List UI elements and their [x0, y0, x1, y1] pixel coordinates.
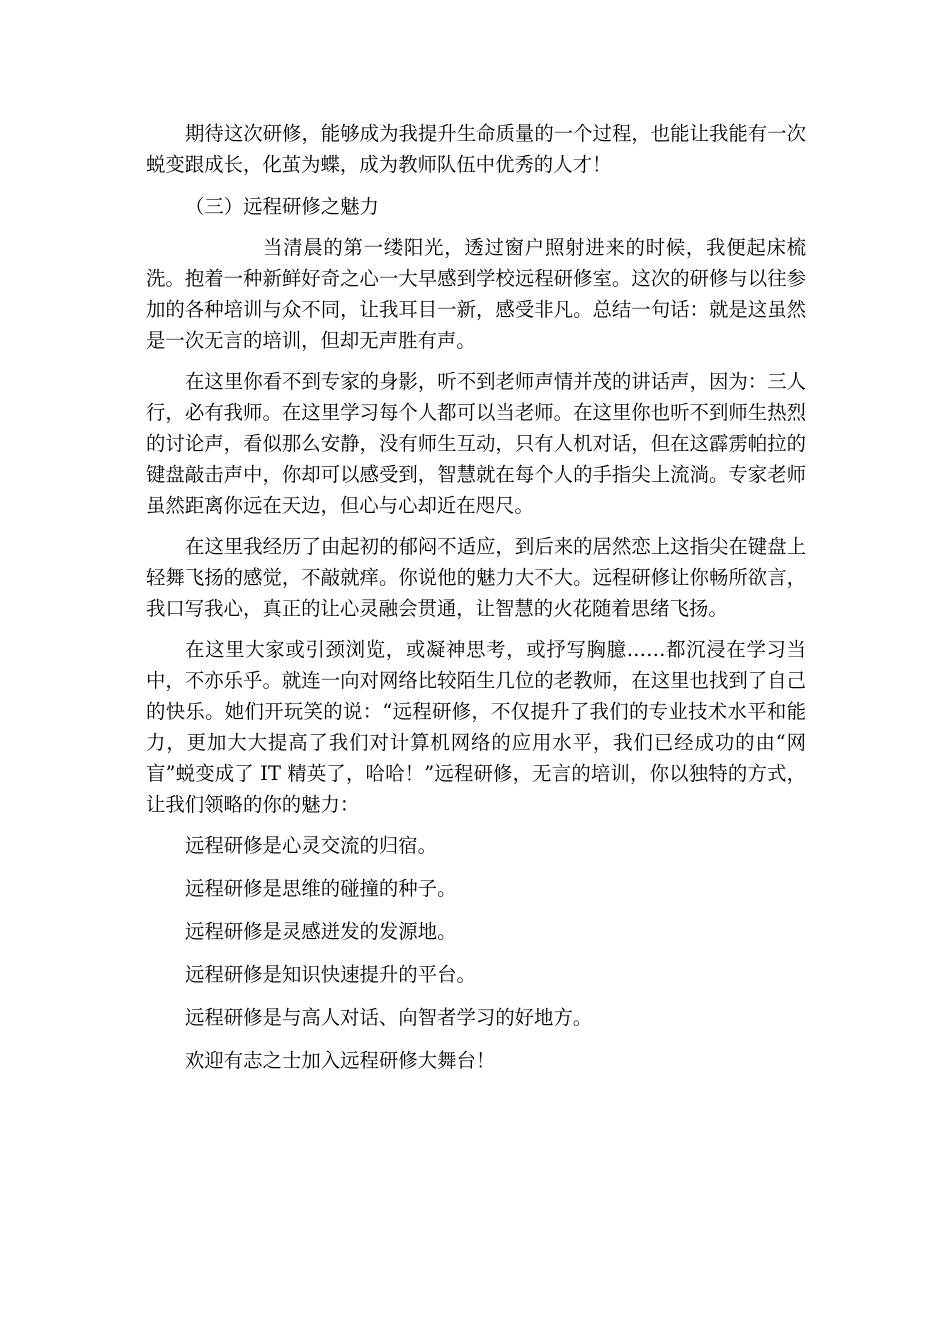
statement-item: 远程研修是知识快速提升的平台。: [185, 963, 476, 986]
paragraph-morning: 当清晨的第一缕阳光，透过窗户照射进来的时候，我便起床梳洗。抱着一种新鲜好奇之心一大早感到学校远程研修室。这次的研修与以往参加的各种培训与众不同，让我耳目一新，感受非凡。总结一句话：就是这虽然是一次无言的培训，但却无声胜有声。: [146, 236, 806, 352]
paragraph-here-1: 在这里你看不到专家的身影，听不到老师声情并茂的讲话声，因为：三人行，必有我师。在这里学习每个人都可以当老师。在这里你也听不到师生热烈的讨论声，看似那么安静，没有师生互动，只有人机对话，但在这霹雳帕拉的键盘敲击声中，你却可以感受到，智慧就在每个人的手指尖上流淌。专家老师虽然距离你远在天边，但心与心却近在咫尺。: [146, 370, 806, 517]
document-body: [146, 118, 806, 1076]
statement-item: 远程研修是思维的碰撞的种子。: [185, 877, 457, 900]
paragraph-here-2: 在这里我经历了由起初的郁闷不适应，到后来的居然恋上这指尖在键盘上轻舞飞扬的感觉，不敲就痒。你说他的魅力大不大。远程研修让你畅所欲言，我口写我心，真正的让心灵融会贯通，让智慧的火花随着思绪飞扬。: [146, 535, 806, 620]
paragraph-here-3: 在这里大家或引颈浏览，或凝神思考，或抒写胸臆……都沉浸在学习当中，不亦乐乎。就连一向对网络比较陌生几位的老教师，在这里也找到了自己的快乐。她们开玩笑的说：“远程研修，不仅提升了我们的专业技术水平和能力，更加大大提高了我们对计算机网络的应用水平，我们已经成功的由“网盲”蜕变成了 IT 精英了，哈哈！”远程研修，无言的培训，你以独特的方式，让我们领略的你的魅力：: [146, 638, 806, 816]
section-heading: （三）远程研修之魅力: [185, 195, 379, 218]
statement-item: 远程研修是心灵交流的归宿。: [185, 834, 438, 857]
statement-item-closing: 欢迎有志之士加入远程研修大舞台！: [185, 1049, 496, 1072]
statement-list: [146, 830, 806, 1076]
statement-item: 远程研修是灵感迸发的发源地。: [185, 920, 457, 943]
statement-item: 远程研修是与高人对话、向智者学习的好地方。: [185, 1006, 593, 1029]
paragraph-intro: 期待这次研修，能够成为我提升生命质量的一个过程，也能让我能有一次蜕变跟成长，化茧为蝶，成为教师队伍中优秀的人才！: [146, 122, 806, 176]
